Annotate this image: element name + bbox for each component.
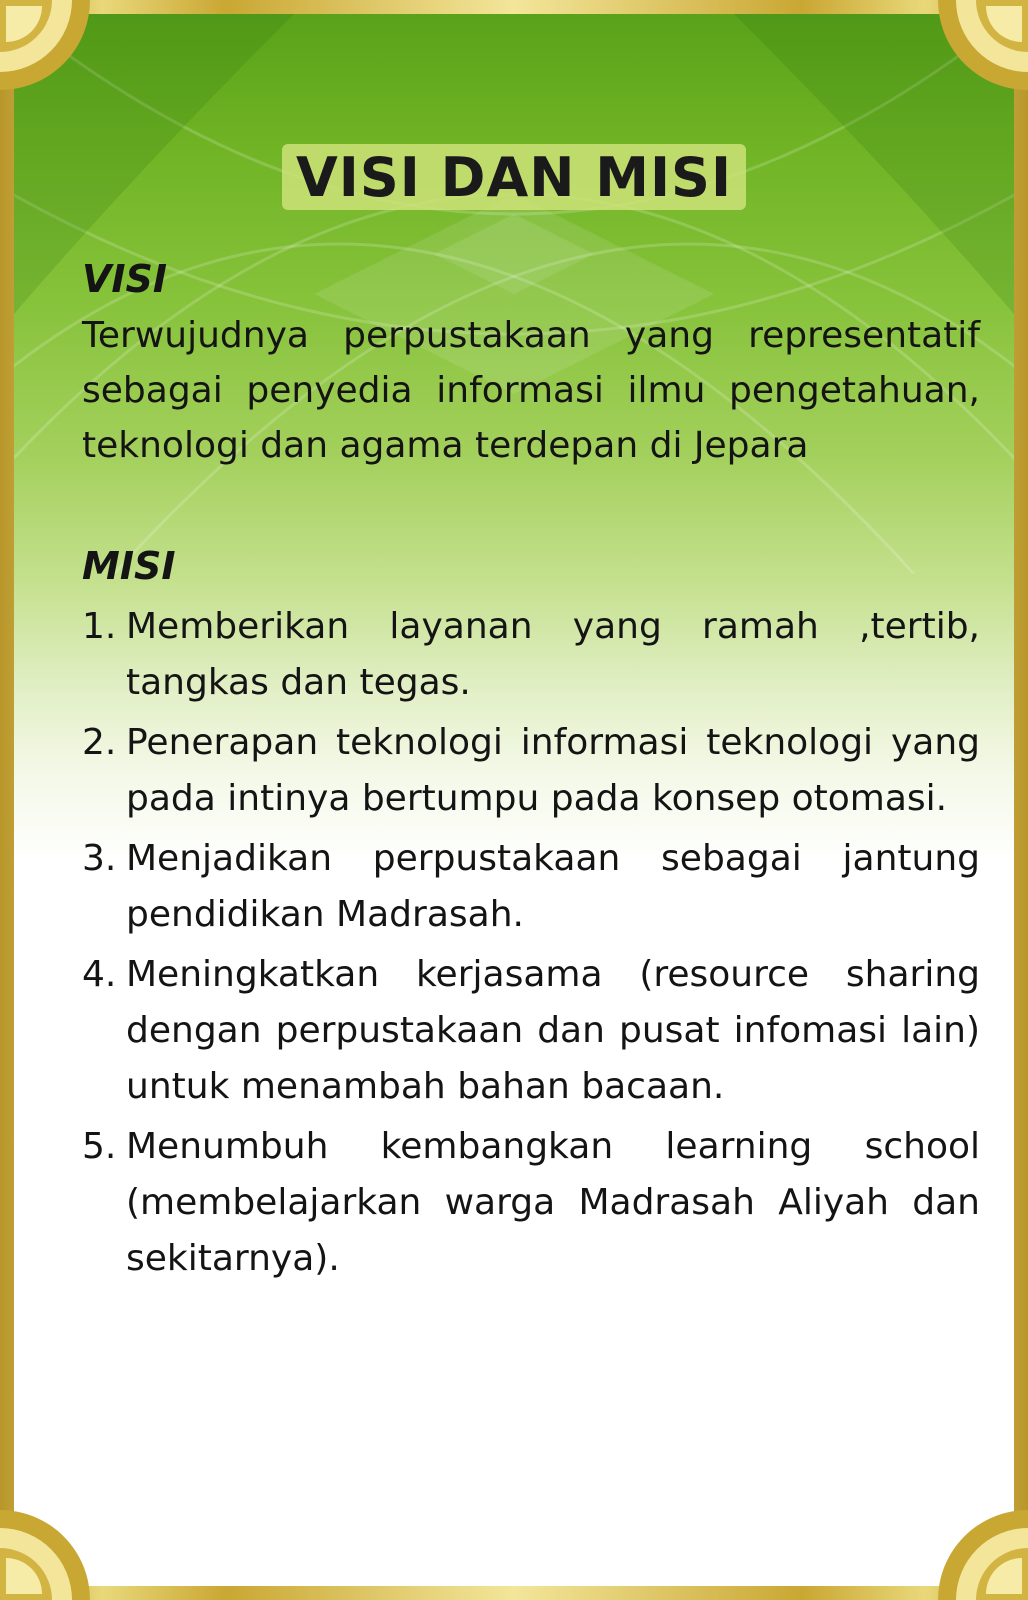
misi-list bbox=[82, 599, 980, 1287]
corner-ornament-bottom-right bbox=[932, 1504, 1028, 1600]
title-wrap bbox=[14, 144, 1014, 210]
misi-item-number: 5. bbox=[82, 1126, 117, 1167]
content-panel bbox=[14, 14, 1014, 1586]
corner-ornament-bottom-left bbox=[0, 1504, 96, 1600]
corner-ornament-top-right bbox=[932, 0, 1028, 96]
misi-item bbox=[82, 947, 980, 1115]
page-title: VISI DAN MISI bbox=[282, 144, 746, 210]
misi-item-text: Memberikan layanan yang ramah ,tertib, tangkas dan tegas. bbox=[126, 606, 980, 703]
misi-item bbox=[82, 715, 980, 827]
misi-item bbox=[82, 599, 980, 711]
misi-item bbox=[82, 1119, 980, 1287]
misi-item-text: Meningkatkan kerjasama (resource sharing dengan perpustakaan dan pusat infomasi lain) untuk menambah bahan bacaan. bbox=[126, 954, 980, 1107]
misi-item-number: 2. bbox=[82, 722, 117, 763]
misi-item-number: 3. bbox=[82, 838, 117, 879]
misi-item-text: Menumbuh kembangkan learning school (membelajarkan warga Madrasah Aliyah dan sekitarnya). bbox=[126, 1126, 980, 1279]
corner-ornament-top-left bbox=[0, 0, 96, 96]
misi-item-text: Penerapan teknologi informasi teknologi yang pada intinya bertumpu pada konsep otomasi. bbox=[126, 722, 980, 819]
misi-item bbox=[82, 831, 980, 943]
misi-heading: MISI bbox=[82, 544, 176, 588]
misi-item-text: Menjadikan perpustakaan sebagai jantung pendidikan Madrasah. bbox=[126, 838, 980, 935]
content bbox=[82, 254, 980, 1291]
misi-item-number: 4. bbox=[82, 954, 117, 995]
misi-item-number: 1. bbox=[82, 606, 117, 647]
visi-heading: VISI bbox=[82, 257, 168, 301]
visi-text: Terwujudnya perpustakaan yang representatif sebagai penyedia informasi ilmu pengetahuan, teknologi dan agama terdepan di Jepara bbox=[82, 315, 980, 466]
